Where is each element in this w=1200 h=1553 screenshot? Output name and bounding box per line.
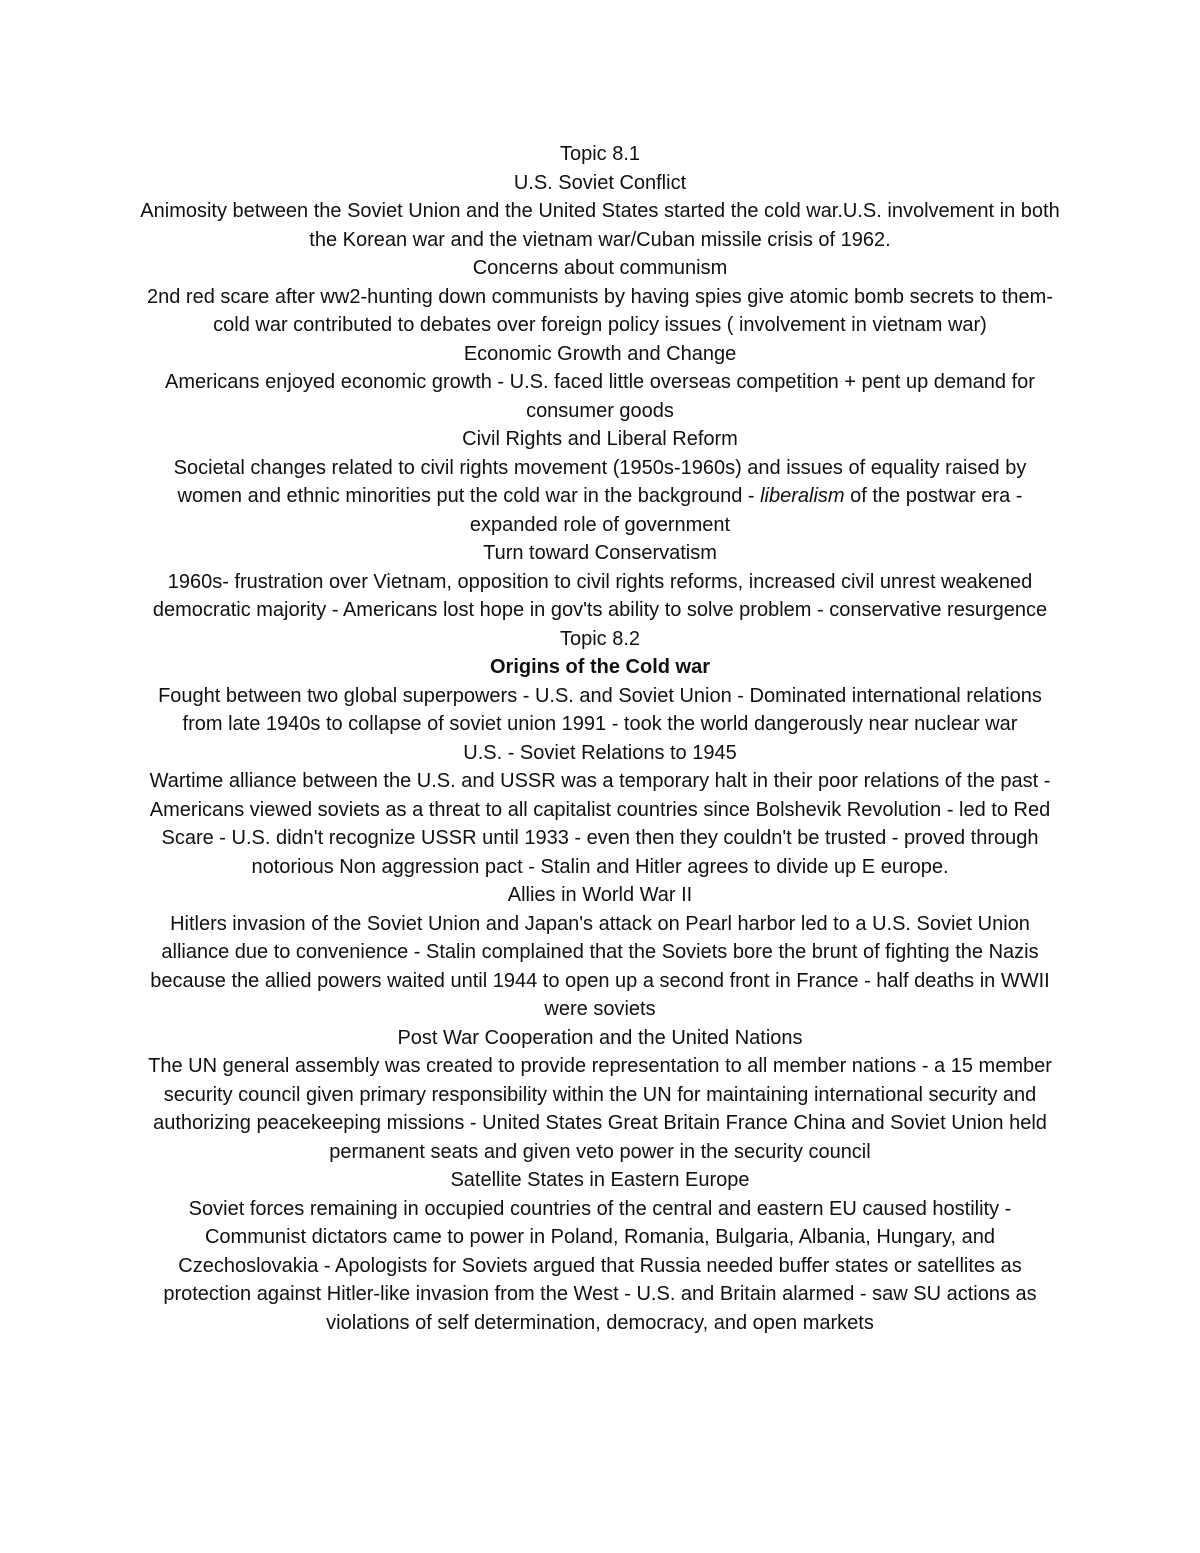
civil-rights-text-post: of the postwar era - expanded role of government xyxy=(469,485,1023,536)
section-title-concerns-communism: Concerns about communism xyxy=(472,257,728,279)
section-title-civil-rights: Civil Rights and Liberal Reform xyxy=(462,428,738,450)
section-title-us-soviet-conflict: U.S. Soviet Conflict xyxy=(513,171,687,194)
section-title-relations-1945: U.S. - Soviet Relations to 1945 xyxy=(463,741,737,764)
topic-8-2-title: Origins of the Cold war xyxy=(489,656,710,678)
section-body-relations-1945: Wartime alliance between the U.S. and USSR was a temporary halt in their poor relations of the past - Americans viewed soviets as a threat to all capitalist countries since Bolshevik Revolution - led to Red Scare - U.S. didn't recognize USSR until 1933 - even then they couldn't be trusted - proved through notorious Non aggression pact - Stalin and Hitler agrees to divide up E europe. xyxy=(149,770,1051,878)
section-body-concerns-communism: 2nd red scare after ww2-hunting down communists by having spies give atomic bomb secrets to them-cold war contributed to debates over foreign policy issues ( involvement in vietnam war) xyxy=(147,285,1053,336)
section-body-conservatism: 1960s- frustration over Vietnam, opposition to civil rights reforms, increased civil unrest weakened democratic majority - Americans lost hope in gov'ts ability to solve problem - conservative resurgence xyxy=(152,570,1048,621)
section-body-civil-rights xyxy=(140,454,1060,540)
section-title-satellite-states: Satellite States in Eastern Europe xyxy=(450,1169,750,1191)
document-page xyxy=(140,140,1060,1337)
section-title-un-cooperation: Post War Cooperation and the United Nations xyxy=(397,1026,803,1049)
civil-rights-text-pre: Societal changes related to civil rights movement (1950s-1960s) and issues of equality raised by women and ethnic minorities put the cold war in the background - xyxy=(173,456,1027,507)
topic-8-2-intro: Fought between two global superpowers - U.S. and Soviet Union - Dominated international relations from late 1940s to collapse of soviet union 1991 - took the world dangerously near nuclear war xyxy=(158,684,1042,735)
section-body-un-cooperation: The UN general assembly was created to provide representation to all member nations - a 15 member security council given primary responsibility within the UN for maintaining international security and authorizing peacekeeping missions - United States Great Britain France China and Soviet Union held permanent seats and given veto power in the security council xyxy=(148,1055,1052,1163)
section-title-allies-wwii: Allies in World War II xyxy=(507,884,693,906)
section-body-allies-wwii: Hitlers invasion of the Soviet Union and Japan's attack on Pearl harbor led to a U.S. Soviet Union alliance due to convenience - Stalin complained that the Soviets bore the brunt of fighting the Nazis because the allied powers waited until 1944 to open up a second front in France - half deaths in WWII were soviets xyxy=(150,912,1050,1020)
topic-8-1-heading: Topic 8.1 xyxy=(559,143,641,165)
section-body-us-soviet-conflict: Animosity between the Soviet Union and the United States started the cold war.U.S. involvement in both the Korean war and the vietnam war/Cuban missile crisis of 1962. xyxy=(140,200,1060,251)
liberalism-emphasis: liberalism xyxy=(760,485,845,507)
section-title-economic-growth: Economic Growth and Change xyxy=(463,342,737,365)
section-body-satellite-states: Soviet forces remaining in occupied countries of the central and eastern EU caused hostility - Communist dictators came to power in Poland, Romania, Bulgaria, Albania, Hungary, and Czechoslovakia - Apologists for Soviets argued that Russia needed buffer states or satellites as protection against Hitler-like invasion from the West - U.S. and Britain alarmed - saw SU actions as violations of self determination, democracy, and open markets xyxy=(163,1197,1037,1334)
section-title-conservatism: Turn toward Conservatism xyxy=(483,542,717,564)
topic-8-2-heading: Topic 8.2 xyxy=(559,627,641,650)
section-body-economic-growth: Americans enjoyed economic growth - U.S. faced little overseas competition + pent up demand for consumer goods xyxy=(165,371,1035,422)
